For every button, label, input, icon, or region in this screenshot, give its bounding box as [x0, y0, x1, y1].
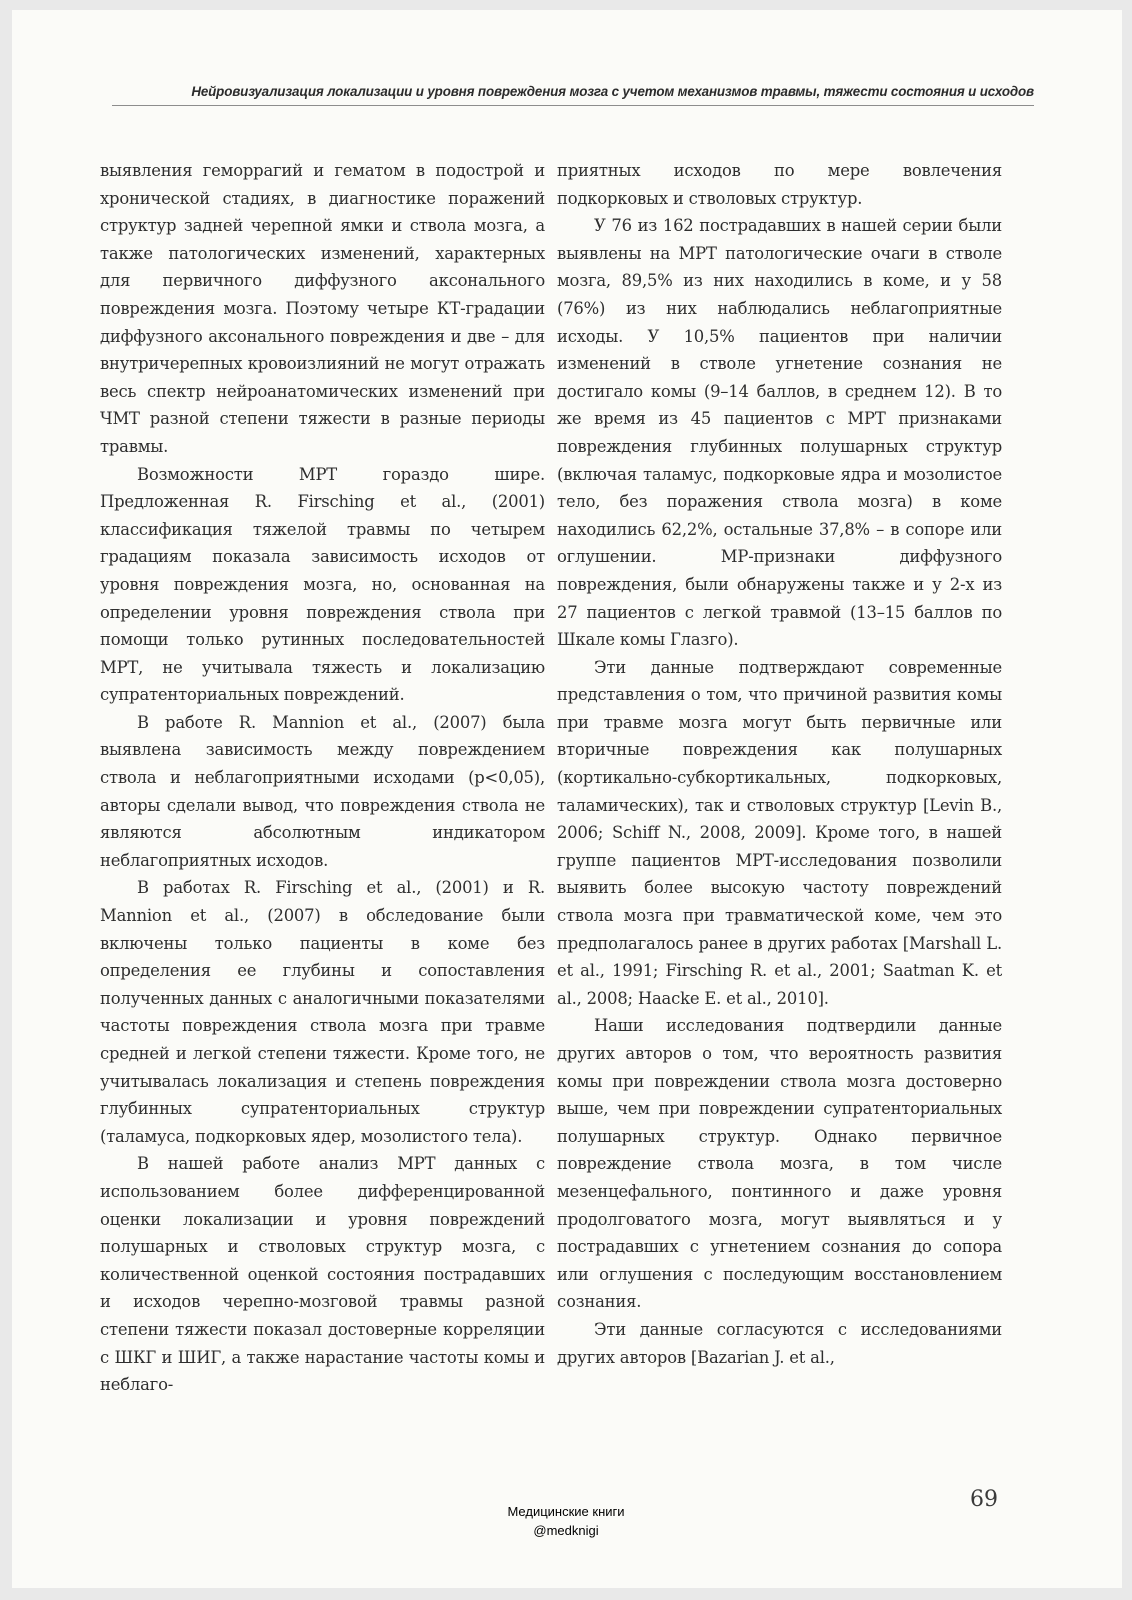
right-text-column [557, 157, 1002, 1371]
paragraph: приятных исходов по мере вовлечения подкорковых и стволовых структур. [557, 161, 1002, 208]
watermark-handle: @medknigi [533, 1523, 599, 1538]
paragraph: выявления геморрагий и гематом в подострой и хронической стадиях, в диагностике поражений структур задней черепной ямки и ствола мозга, а также патологических изменений, характерных для первичного диффузного аксонального повреждения мозга. Поэтому четыре КТ-градации диффузного аксонального повреждения и две – для внутричерепных кровоизлияний не могут отражать весь спектр нейроанатомических изменений при ЧМТ разной степени тяжести в разные периоды травмы. [100, 161, 545, 456]
running-header: Нейровизуализация локализации и уровня повреждения мозга с учетом механизмов травмы, тяжести состояния и исходов [191, 84, 1034, 99]
paragraph: В нашей работе анализ МРТ данных с использованием более дифференцированной оценки локализации и уровня повреждений полушарных и стволовых структур мозга, с количественной оценкой состояния пострадавших и исходов черепно-мозговой травмы разной степени тяжести показал достоверные корреляции с ШКГ и ШИГ, а также нарастание частоты комы и неблаго- [100, 1154, 545, 1395]
paragraph: В работе R. Mannion et al., (2007) была выявлена зависимость между повреждением ствола и неблагоприятными исходами (p<0,05), авторы сделали вывод, что повреждения ствола не являются абсолютным индикатором неблагоприятных исходов. [100, 712, 545, 870]
left-text-column [100, 157, 545, 1399]
paragraph: Эти данные согласуются с исследованиями других авторов [Bazarian J. et al., [557, 1319, 1002, 1367]
paragraph: Наши исследования подтвердили данные других авторов о том, что вероятность развития комы при повреждении ствола мозга достоверно выше, чем при повреждении супратенториальных полушарных структур. Однако первичное повреждение ствола мозга, в том числе мезенцефального, понтинного и даже уровня продолговатого мозга, могут выявляться и у пострадавших с угнетением сознания до сопора или оглушения с последующим восстановлением сознания. [557, 1016, 1002, 1312]
paragraph: Возможности МРТ гораздо шире. Предложенная R. Firsching et al., (2001) классификация тяжелой травмы по четырем градациям показала зависимость исходов от уровня повреждения мозга, но, основанная на определении уровня повреждения ствола при помощи только рутинных последовательностей МРТ, не учитывала тяжесть и локализацию супратенториальных повреждений. [100, 464, 545, 705]
header-rule [112, 105, 1034, 106]
paragraph: Эти данные подтверждают современные представления о том, что причиной развития комы при травме мозга могут быть первичные или вторичные повреждения как полушарных (кортикально-субкортикальных, подкорковых, таламических), так и стволовых структур [Levin B., 2006; Schiff N., 2008, 2009]. Кроме того, в нашей группе пациентов МРТ-исследования позволили выявить более высокую частоту повреждений ствола мозга при травматической коме, чем это предполагалось ранее в других работах [Marshall L. et al., 1991; Firsching R. et al., 2001; Saatman K. et al., 2008; Haacke E. et al., 2010]. [557, 657, 1002, 1008]
page-number: 69 [970, 1487, 998, 1512]
paragraph: В работах R. Firsching et al., (2001) и R. Mannion et al., (2007) в обследование были включены только пациенты в коме без определения ее глубины и сопоставления полученных данных с аналогичными показателями частоты повреждения ствола мозга при травме средней и легкой степени тяжести. Кроме того, не учитывалась локализация и степень повреждения глубинных супратенториальных структур (таламуса, подкорковых ядер, мозолистого тела). [100, 878, 545, 1146]
watermark-title: Медицинские книги [507, 1504, 625, 1519]
paragraph: У 76 из 162 пострадавших в нашей серии были выявлены на МРТ патологические очаги в стволе мозга, 89,5% из них находились в коме, и у 58 (76%) из них наблюдались неблагоприятные исходы. У 10,5% пациентов при наличии изменений в стволе угнетение сознания не достигало комы (9–14 баллов, в среднем 12). В то же время из 45 пациентов с МРТ признаками повреждения глубинных полушарных структур (включая таламус, подкорковые ядра и мозолистое тело, без поражения ствола мозга) в коме находились 62,2%, остальные 37,8% – в сопоре или оглушении. МР-признаки диффузного повреждения, были обнаружены также и у 2-х из 27 пациентов с легкой травмой (13–15 баллов по Шкале комы Глазго). [557, 216, 1002, 650]
